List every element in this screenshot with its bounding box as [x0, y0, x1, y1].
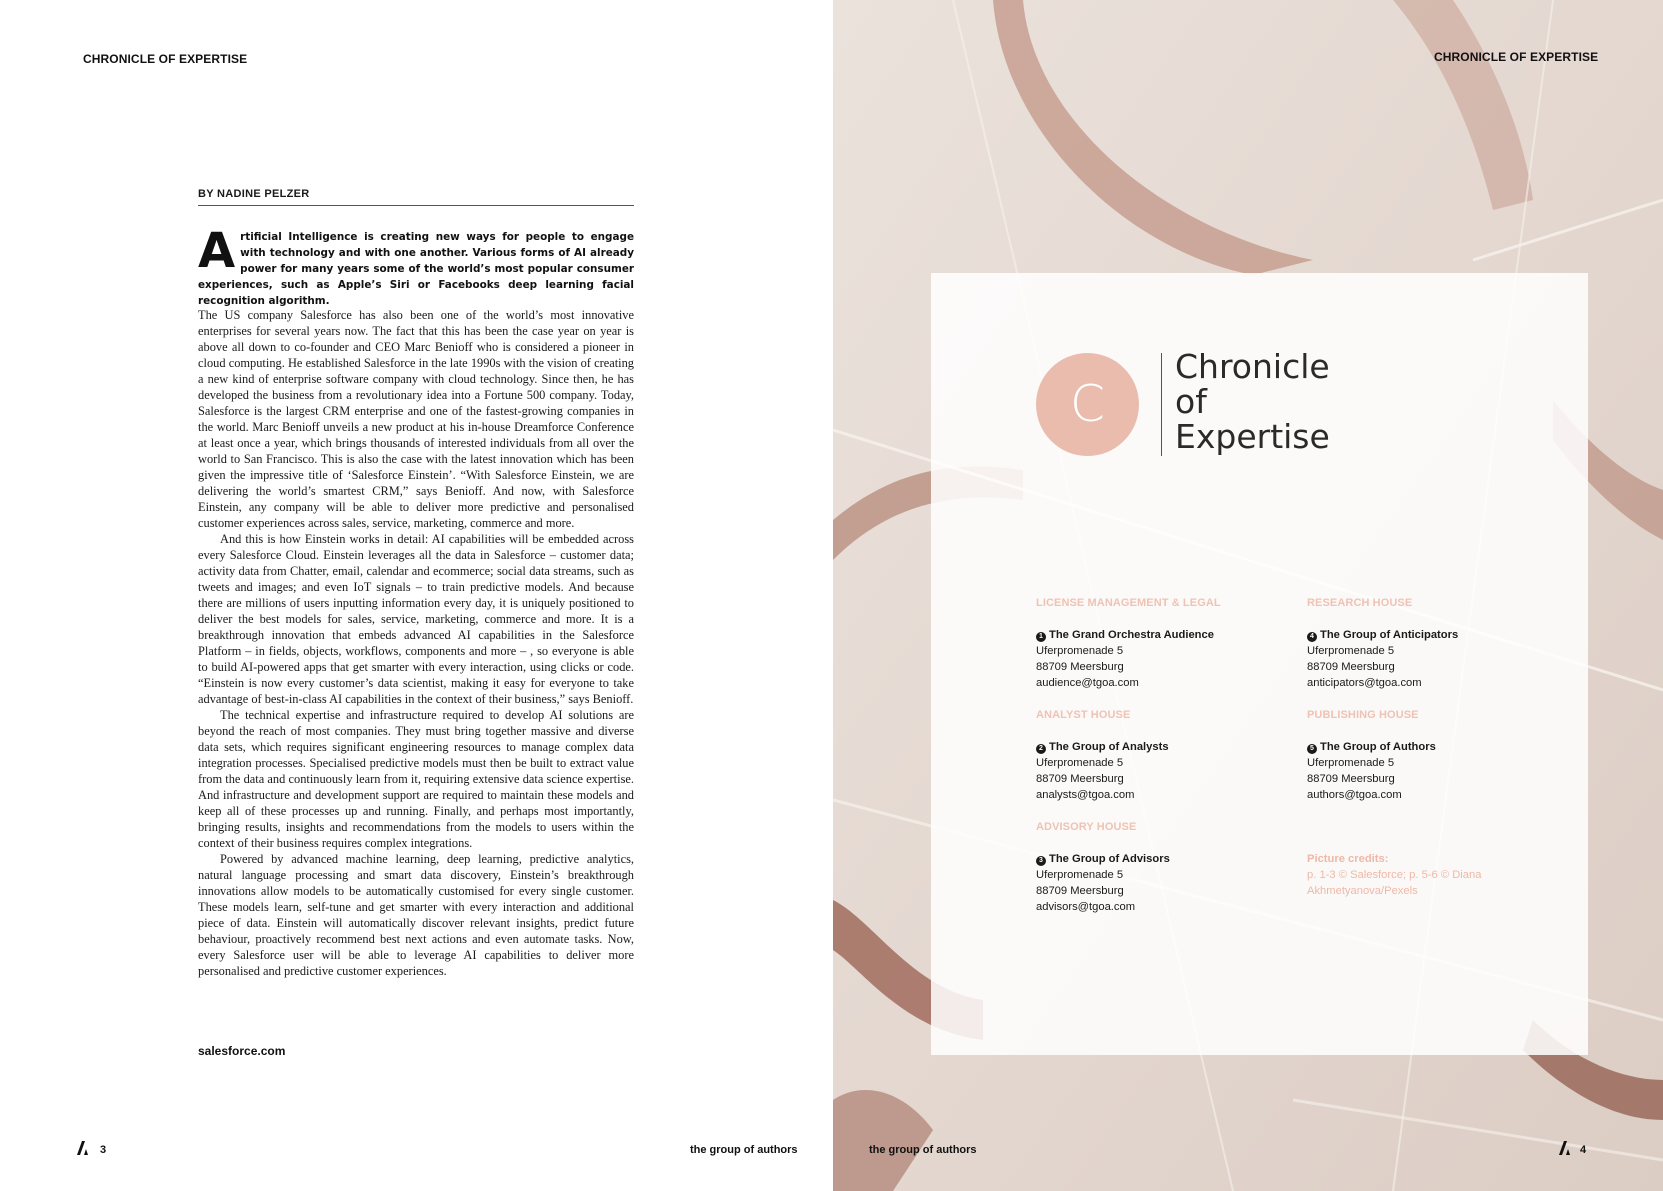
city: 88709 Meersburg — [1307, 661, 1395, 673]
org-name: The Grand Orchestra Audience — [1049, 629, 1214, 641]
street: Uferpromenade 5 — [1036, 645, 1124, 657]
street: Uferpromenade 5 — [1036, 757, 1124, 769]
page-number: 4 — [1580, 1144, 1587, 1156]
city: 88709 Meersburg — [1036, 885, 1124, 897]
city: 88709 Meersburg — [1307, 773, 1395, 785]
credits-title: Picture credits: — [1307, 853, 1389, 865]
section-heading: PUBLISHING HOUSE — [1307, 709, 1419, 721]
running-head: CHRONICLE OF EXPERTISE — [1434, 50, 1599, 64]
lead-text: rtificial Intelligence is creating new ways for people to engage with technology and with one another. Various forms of AI already power for many years some of the world’s most popular consumer experiences, such as Apple’s Siri or Facebooks deep learning facial recognition algorithm. — [198, 231, 634, 307]
number-badge: 2 — [1036, 744, 1046, 754]
city: 88709 Meersburg — [1036, 773, 1124, 785]
lead-paragraph — [198, 223, 634, 309]
number-badge: 4 — [1307, 632, 1317, 642]
email-link[interactable]: audience@tgoa.com — [1036, 677, 1139, 689]
brand-mark-icon — [1556, 1141, 1572, 1155]
section-heading: ADVISORY HOUSE — [1036, 821, 1137, 833]
number-badge: 1 — [1036, 632, 1046, 642]
credits-line: Akhmetyanova/Pexels — [1307, 885, 1418, 897]
street: Uferpromenade 5 — [1307, 645, 1395, 657]
page-number: 3 — [100, 1144, 107, 1156]
body-paragraph: The US company Salesforce has also been one of the world’s most innovative enterprises for several years now. The fact that this has been the case year on year is above all down to co-founder and CEO Marc Benioff who is considered a pioneer in cloud computing. He established Salesforce in the late 1990s with the vision of creating a new kind of enterprise software company with cloud technology. Since then, he has developed the business from a revolutionary idea into a Fortune 500 company. Today, Salesforce is the largest CRM enterprise and one of the fastest-growing companies in the world. Marc Benioff unveils a new product at his in-house Dreamforce Conference at least once a year, which brings thousands of interested individuals from all over the world to San Francisco. This is also the case with the latest innovation which has been given the impressive title of ‘Salesforce Einstein’. “With Salesforce Einstein, we are delivering the world’s smartest CRM,” says Benioff. And now, with Salesforce Einstein, any company will be able to deliver more predictive and personalised customer experiences across sales, service, marketing, commerce and more. — [198, 308, 634, 530]
email-link[interactable]: advisors@tgoa.com — [1036, 901, 1136, 913]
logo-title — [1175, 349, 1330, 454]
street: Uferpromenade 5 — [1036, 869, 1124, 881]
street: Uferpromenade 5 — [1307, 757, 1395, 769]
address-block — [1036, 739, 1169, 803]
org-name: The Group of Analysts — [1049, 741, 1169, 753]
picture-credits — [1307, 851, 1481, 899]
section-heading: LICENSE MANAGEMENT & LEGAL — [1036, 597, 1221, 609]
logo-divider — [1161, 353, 1162, 456]
number-badge: 3 — [1036, 856, 1046, 866]
right-page — [833, 0, 1663, 1191]
logo-letter: C — [1070, 375, 1105, 433]
email-link[interactable]: authors@tgoa.com — [1307, 789, 1402, 801]
running-head: CHRONICLE OF EXPERTISE — [83, 52, 248, 66]
drop-cap: A — [198, 223, 236, 279]
org-name: The Group of Advisors — [1049, 853, 1170, 865]
credits-line: p. 1-3 © Salesforce; p. 5-6 © Diana — [1307, 869, 1482, 881]
email-link[interactable]: anticipators@tgoa.com — [1307, 677, 1422, 689]
address-block — [1307, 627, 1458, 691]
article-body — [198, 307, 634, 979]
body-paragraph: And this is how Einstein works in detail: AI capabilities will be embedded across every Salesforce Cloud. Einstein leverages all the data in Salesforce – customer data; activity data from Chatter, email, calendar and ecommerce; social data streams, such as tweets and images; and even IoT signals – to train predictive models. And because there are millions of users inputting information every day, it is uniquely positioned to deliver the best models for sales, service, marketing, commerce and more. It is a breakthrough innovation that embeds advanced AI capabilities in the Salesforce Platform – in fields, objects, workflows, components and more – , so everyone is able to build AI-powered apps that get smarter with every interaction, using clicks or code. “Einstein is now every customer’s data scientist, making it easy for everyone to take advantage of best-in-class AI capabilities in the context of their business,” says Benioff. — [198, 532, 634, 706]
logo-title-line: Chronicle — [1175, 347, 1330, 386]
logo-title-line: Expertise — [1175, 417, 1330, 456]
address-block — [1307, 739, 1436, 803]
logo-title-line: of — [1175, 382, 1207, 421]
city: 88709 Meersburg — [1036, 661, 1124, 673]
org-name: The Group of Authors — [1320, 741, 1436, 753]
number-badge: 5 — [1307, 744, 1317, 754]
address-block — [1036, 627, 1214, 691]
byline: BY NADINE PELZER — [198, 188, 634, 206]
footer-publisher: the group of authors — [690, 1144, 798, 1156]
address-block — [1036, 851, 1170, 915]
website-link[interactable]: salesforce.com — [198, 1044, 286, 1058]
body-paragraph: Powered by advanced machine learning, deep learning, predictive analytics, natural language processing and smart data discovery, Einstein’s breakthrough innovations allow models to be automatically customised for every single customer. These models learn, self-tune and get smarter with every interaction and additional piece of data. Einstein will automatically discover relevant insights, predict future behaviour, proactively recommend best next actions and even automate tasks. Now, every Salesforce user will be able to leverage AI capabilities to deliver more personalised and predictive customer experiences. — [198, 852, 634, 978]
org-name: The Group of Anticipators — [1320, 629, 1459, 641]
section-heading: ANALYST HOUSE — [1036, 709, 1131, 721]
email-link[interactable]: analysts@tgoa.com — [1036, 789, 1135, 801]
logo-circle — [1036, 353, 1139, 456]
brand-mark-icon — [74, 1141, 90, 1155]
body-paragraph: The technical expertise and infrastructure required to develop AI solutions are beyond the reach of most companies. They must bring together massive and diverse data sets, which requires significant engineering resources to manage complex data integration processes. Specialised predictive models must then be built to extract value from the data and continuously learn from it, requiring extensive data science expertise. And infrastructure and development support are required to maintain these models and keep all of these processes up and running. Finally, and perhaps most importantly, bringing results, insights and recommendations from the models to users within the context of their business requires complex integrations. — [198, 708, 634, 850]
footer-publisher: the group of authors — [869, 1144, 977, 1156]
section-heading: RESEARCH HOUSE — [1307, 597, 1413, 609]
